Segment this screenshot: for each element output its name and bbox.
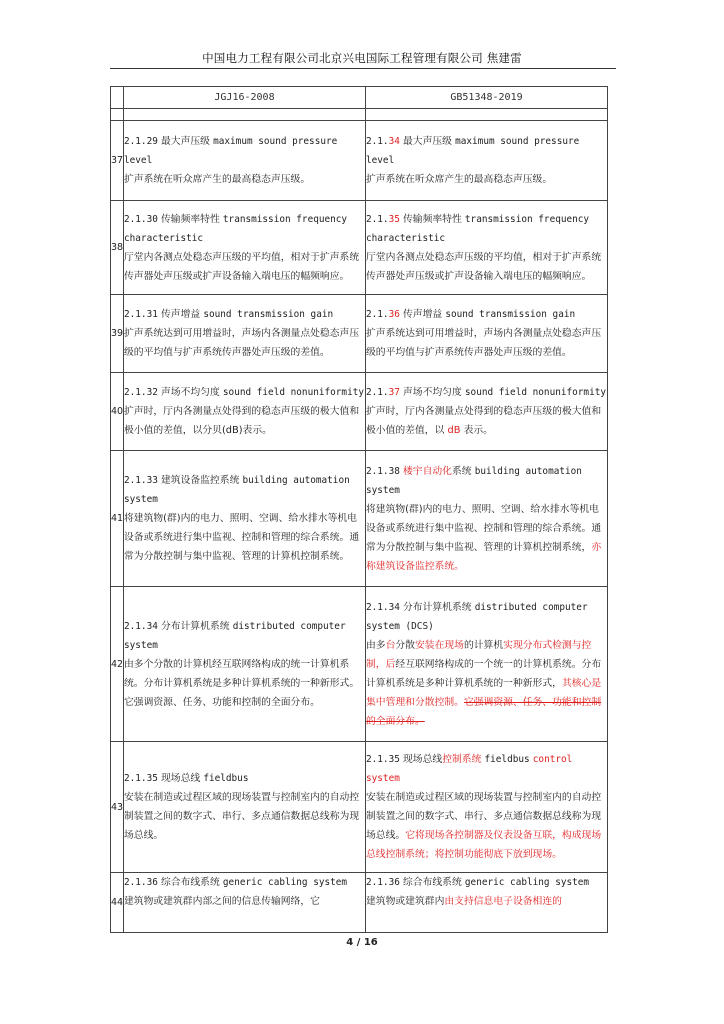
table-row xyxy=(111,295,608,373)
new-clause: 2.1.37 声场不均匀度 sound field nonuniformity 扩声时，厅内各测量点处得到的稳态声压级的极大值和极小值的差值，以 dB 表示。 xyxy=(366,373,608,451)
old-clause: 2.1.35 现场总线 fieldbus 安装在制造或过程区域的现场装置与控制室内的自动控制装置之间的数字式、串行、多点通信数据总线称为现场总线。 xyxy=(124,742,366,873)
comparison-table xyxy=(110,86,608,933)
old-clause: 2.1.32 声场不均匀度 sound field nonuniformity 扩声时，厅内各测量点处得到的稳态声压级的极大值和极小值的差值，以分贝(dB)表示。 xyxy=(124,373,366,451)
row-number: 37 xyxy=(111,121,124,201)
old-clause: 2.1.34 分布计算机系统 distributed computer system 由多个分散的计算机经互联网络构成的统一计算机系统。分布计算机系统是多种计算机系统的一种新形式。它强调资源、任务、功能和控制的全面分布。 xyxy=(124,587,366,742)
new-clause: 2.1.35 现场总线控制系统 fieldbus control system 安装在制造或过程区域的现场装置与控制室内的自动控制装置之间的数字式、串行、多点通信数据总线称为现场总线。它将现场各控制器及仪表设备互联，构成现场总线控制系统；将控制功能彻底下放到现场。 xyxy=(366,742,608,873)
old-clause: 2.1.31 传声增益 sound transmission gain 扩声系统达到可用增益时，声场内各测量点处稳态声压级的平均值与扩声系统传声器处声压级的差值。 xyxy=(124,295,366,373)
table-row xyxy=(111,873,608,933)
new-clause: 2.1.38 楼宇自动化系统 building automation system 将建筑物(群)内的电力、照明、空调、给水排水等机电设备或系统进行集中监视、控制和管理的综合系统。通常为分散控制与集中监视、管理的计算机控制系统，亦称建筑设备监控系统。 xyxy=(366,451,608,587)
row-number: 40 xyxy=(111,373,124,451)
header-rule xyxy=(110,68,616,69)
row-number: 38 xyxy=(111,201,124,295)
row-number: 41 xyxy=(111,451,124,587)
table-row xyxy=(111,587,608,742)
table-header-row xyxy=(111,87,608,109)
table-row xyxy=(111,373,608,451)
old-clause: 2.1.33 建筑设备监控系统 building automation system 将建筑物(群)内的电力、照明、空调、给水排水等机电设备或系统进行集中监视、控制和管理的综合系统。通常为分散控制与集中监视、管理的计算机控制系统。 xyxy=(124,451,366,587)
page-number: 4 / 16 xyxy=(346,937,378,948)
row-number: 42 xyxy=(111,587,124,742)
new-clause: 2.1.34 最大声压级 maximum sound pressure level 扩声系统在听众席产生的最高稳态声压级。 xyxy=(366,121,608,201)
new-clause: 2.1.36 传声增益 sound transmission gain 扩声系统达到可用增益时，声场内各测量点处稳态声压级的平均值与扩声系统传声器处声压级的差值。 xyxy=(366,295,608,373)
row-number: 44 xyxy=(111,873,124,933)
row-number: 39 xyxy=(111,295,124,373)
new-clause: 2.1.36 综合布线系统 generic cabling system 建筑物或建筑群内由支持信息电子设备相连的 xyxy=(366,873,608,933)
table-row xyxy=(111,742,608,873)
table-row xyxy=(111,451,608,587)
new-clause: 2.1.35 传输频率特性 transmission frequency characteristic 厅堂内各测点处稳态声压级的平均值，相对于扩声系统传声器处声压级或扩声设备输入端电压的幅频响应。 xyxy=(366,201,608,295)
new-clause: 2.1.34 分布计算机系统 distributed computer system (DCS) 由多台分散安装在现场的计算机实现分布式检测与控制，后经互联网络构成的一个统一的计算机系统。分布计算机系统是多种计算机系统的一种新形式，其核心是集中管理和分散控制。它强调资源、任务、功能和控制的全面分布。 xyxy=(366,587,608,742)
old-clause: 2.1.30 传输频率特性 transmission frequency characteristic 厅堂内各测点处稳态声压级的平均值，相对于扩声系统传声器处声压级或扩声设备输入端电压的幅频响应。 xyxy=(124,201,366,295)
column-header-old: JGJ16-2008 xyxy=(124,87,366,109)
page-header: 中国电力工程有限公司北京兴电国际工程管理有限公司 焦建雷 xyxy=(202,51,522,65)
column-header-new: GB51348-2019 xyxy=(366,87,608,109)
table-row xyxy=(111,121,608,201)
table-header-num xyxy=(111,87,124,109)
table-row xyxy=(111,201,608,295)
row-number: 43 xyxy=(111,742,124,873)
table-spacer-row xyxy=(111,109,608,121)
old-clause: 2.1.29 最大声压级 maximum sound pressure level 扩声系统在听众席产生的最高稳态声压级。 xyxy=(124,121,366,201)
old-clause: 2.1.36 综合布线系统 generic cabling system 建筑物或建筑群内部之间的信息传输网络，它 xyxy=(124,873,366,933)
